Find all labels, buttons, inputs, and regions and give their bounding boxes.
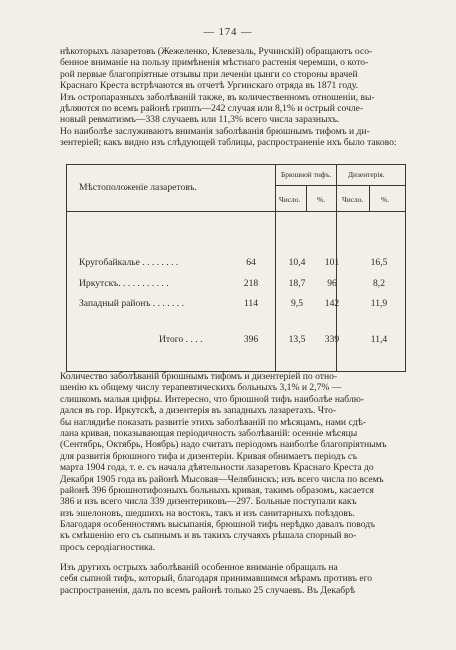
text-line: (Сентябрь, Октябрь, Ноябрь) надо считать перiодомъ наиболѣе благопрiятнымъ (60, 439, 387, 451)
typhoid-count: 64 (246, 257, 256, 268)
text-line: новый ревматизмъ—338 случаевъ или 11,3% всего числа заразныхъ. (60, 114, 340, 126)
text-line: бенное вниманiе на пользу примѣненiя мѣстнаго растенiя черемши, о кото- (60, 57, 369, 69)
page-number: — 174 — (203, 27, 253, 38)
text-line: марта 1904 года, т. е. съ начала дѣятельности лазаретовъ Краснаго Креста до (60, 462, 374, 474)
total-label: Итого . . . . (159, 334, 203, 345)
dysentery-count: 142 (324, 298, 340, 309)
text-line: бы наглядиѣе показать развитiе этихъ заболѣванiй по мѣсяцамъ, нами сдѣ- (60, 416, 367, 428)
text-line: рой первые благопрiятные отзывы при леченiи цынги со стороны врачей (60, 68, 358, 80)
text-line: Благодаря особенностямъ высыпанiя, брюшной тифъ нерѣдко давалъ поводъ (60, 519, 376, 531)
paragraph-typhus (60, 562, 412, 596)
text-line: для развитiя брюшного тифа и дизентерiи. Кривая обнимаетъ перiодъ съ (60, 450, 358, 462)
typhoid-count: 218 (243, 278, 259, 289)
dysentery-percent: 11,9 (370, 298, 388, 309)
dysentery-count: 96 (327, 278, 337, 289)
paragraph-analysis (60, 371, 412, 553)
typhoid-percent: 18,7 (288, 278, 306, 289)
typhoid-total: 396 (243, 334, 259, 345)
header-percent: %. (381, 195, 390, 204)
header-dysentery: Дизентерiя. (348, 170, 385, 179)
table-divider (67, 211, 405, 212)
dysentery-total-percent: 11,4 (370, 334, 388, 345)
text-line: къ смѣшенiю его съ сыпнымъ и въ такихъ случаяхъ рѣшала спорный во- (60, 530, 357, 542)
dysentery-count: 101 (324, 257, 340, 268)
row-location: Западный районъ . . . . . . . (79, 298, 184, 309)
text-line: слишкомъ малыя цифры. Интересно, что брюшной тифъ наиболѣе наблю- (60, 393, 365, 405)
text-line: нѣкоторыхъ лазаретовъ (Жежеленко, Клевезаль, Ручинскiй) обращаютъ осо- (60, 46, 373, 57)
text-line: Декабря 1905 года въ районѣ Мысовая—Челябинскъ; изъ всего числа по всемъ (60, 473, 384, 485)
paragraph-intro (60, 46, 412, 149)
header-typhoid: Брюшной тифъ. (281, 170, 332, 179)
dysentery-percent: 8,2 (373, 278, 385, 289)
text-line: районѣ 396 брюшнотифозныхъ больныхъ кривая, такимъ образомъ, касается (60, 484, 374, 496)
text-line: Количество заболѣванiй брюшнымъ тифомъ и дизентерiей по отно- (60, 371, 338, 382)
typhoid-percent: 10,4 (288, 257, 306, 268)
table-divider (275, 185, 405, 186)
text-line: 386 и изъ всего числа 339 дизентериковъ—297. Больные поступали какъ (60, 496, 357, 508)
text-line: изъ эшелоновъ, шедшихъ на востокъ, такъ и изъ санитарныхъ поѣздовъ. (60, 507, 355, 519)
table-divider (306, 185, 307, 211)
text-line: Но наиболѣе заслуживаютъ вниманiя заболѣванiя брюшнымъ тифомъ и ди- (60, 125, 370, 137)
dysentery-percent: 16,5 (370, 257, 388, 268)
disease-table (66, 164, 406, 372)
row-location: Иркутскъ. . . . . . . . . . . (79, 278, 169, 289)
header-number: Число. (279, 195, 301, 204)
text-line: дался въ гор. Иркутскѣ, а дизентерiя въ западныхъ лазаретахъ. Что- (60, 405, 337, 417)
text-line: дѣляются по всемъ районѣ гриппъ—242 случая или 8,1% и острый сочле- (60, 102, 364, 114)
text-line: лана кривая, показывающая перiодичность заболѣванiй: осеннiе мѣсяцы (60, 427, 358, 439)
text-line: распространенiя, далъ по всемъ районѣ только 25 случаевъ. Въ Декабрѣ (60, 584, 356, 596)
header-percent: %. (317, 195, 326, 204)
text-line: Изъ другихъ острыхъ заболѣванiй особенное вниманiе обращалъ на (60, 562, 338, 573)
text-line: Краснаго Креста встрѣчаются въ отчетѣ Ургинскаго отряда въ 1871 году. (60, 80, 359, 92)
header-number: Число. (342, 195, 364, 204)
text-line: просъ серодiагностика. (60, 541, 156, 553)
text-line: зентерiей; какъ видно изъ слѣдующей таблицы, распространенiе нхъ было таково: (60, 137, 397, 149)
text-line: себя сыпной тифъ, который, благодаря принимавшимся мѣрамъ противъ его (60, 573, 373, 585)
table-divider (369, 185, 370, 211)
typhoid-total-percent: 13,5 (288, 334, 306, 345)
typhoid-percent: 9,5 (291, 298, 303, 309)
header-location: Мѣстоположенiе лазаретовъ. (79, 182, 197, 193)
text-line: Изъ остропаразныхъ заболѣванiй также, въ количественномъ отношенiи, вы- (60, 91, 375, 103)
row-location: Кругобайкалье . . . . . . . . (79, 257, 179, 268)
text-line: шенiю къ общему числу терапевтическихъ больныхъ 3,1% и 2,7% — (60, 382, 342, 394)
typhoid-count: 114 (243, 298, 259, 309)
dysentery-total: 339 (324, 334, 340, 345)
